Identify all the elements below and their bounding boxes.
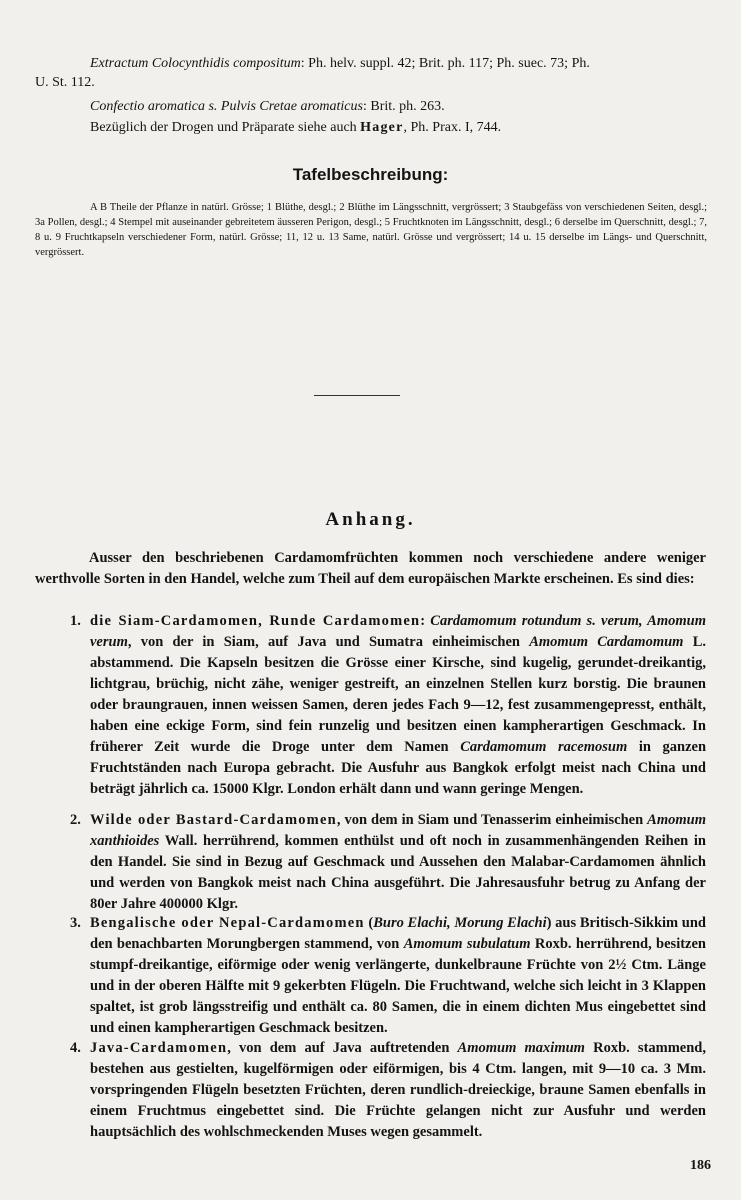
item-number: 1. [70, 613, 81, 629]
pharm-name: Confectio aromatica s. Pulvis Cretae aromaticus [90, 99, 363, 114]
appendix-title: Anhang. [325, 509, 416, 530]
pharm-refs: : Brit. ph. 263. [362, 99, 445, 114]
page-number: 186 [690, 1158, 711, 1173]
item-text: , von dem auf Java auftretenden [227, 1040, 458, 1056]
list-item [70, 810, 706, 915]
item-text: : [420, 613, 431, 629]
item-text: Roxb. stammend, bestehen aus gestielten, kugelförmigen oder eiförmigen, bis 4 Ctm. langen, mit 9—10 ca. 3 Mm. vorspringenden Flügeln besetzten Früchten, deren rundlich-dreieckige, braune Samen ebenfalls in einem Fruchtmus eingebettet sind. Die Früchte gelangen nicht zur Ausfuhr und werden hauptsächlich des wohlschmeckenden Muses wegen gesammelt. [90, 1040, 706, 1140]
item-number: 4. [70, 1040, 81, 1056]
latin-name: Cardamomum racemosum [460, 739, 628, 755]
list-item [70, 611, 706, 800]
item-text: ( [364, 915, 374, 931]
latin-name: Cardamomum rotundum s. verum, Amomum verum [90, 613, 706, 650]
section-divider [314, 395, 400, 396]
latin-name: Amomum subulatum [403, 936, 531, 952]
item-name: Wilde oder Bastard-Cardamomen [90, 812, 337, 828]
item-text: L. abstammend. Die Kapseln besitzen die Grösse einer Kirsche, sind kugelig, gerundet-dreikantig, lichtgrau, brüchig, nicht zähe, weniger gestreift, an einzelnen Stellen kurz borstig. Die braunen oder braungrauen, innen weissen Samen, deren jedes Fach 9—12, fest zusammengepresst, enthält, haben eine eckige Form, sind fein runzelig und besitzen einen kampherartigen Geschmack. In früherer Zeit wurde die Droge unter dem Namen [90, 634, 706, 755]
plate-description-text: A B Theile der Pflanze in natürl. Grösse; 1 Blüthe, desgl.; 2 Blüthe im Längsschnitt, vergrössert; 3 Staubgefäss von verschiedenen Seiten, desgl.; 3a Pollen, desgl.; 4 Stempel mit auseinander gebreitetem äusseren Perigon, desgl.; 5 Fruchtknoten im Längsschnitt, desgl.; 6 derselbe im Querschnitt, desgl.; 7, 8 u. 9 Fruchtkapseln verschiedener Form, natürl. Grösse; 11, 12 u. 13 Same, natürl. Grösse und vergrössert; 14 u. 15 derselbe im Längs- und Querschnitt, vergrössert. [35, 202, 707, 258]
pharm-ref-2 [90, 97, 707, 116]
item-text: Roxb. herrührend, besitzen stumpf-dreikantige, eiförmige oder wenig verlängerte, dunkelbraune Früchte von 2½ Ctm. Länge und in der oberen Hälfte mit 9 gekerbten Flügeln. Die Fruchtwand, welche sich leicht in 3 Klappen spaltet, ist grob längsstreifig und enthält ca. 80 Samen, die in einem dichten Mus eingebettet sind und einen kampherartigen Geschmack besitzen. [90, 936, 706, 1036]
appendix-intro: Ausser den beschriebenen Cardamomfrüchten kommen noch verschiedene andere weniger werthvolle Sorten in den Handel, welche zum Theil auf dem europäischen Markte erscheinen. Es sind dies: [35, 550, 706, 587]
pharm-text: Bezüglich der Drogen und Präparate siehe auch [90, 120, 361, 135]
pharm-refs: : Ph. helv. suppl. 42; Brit. ph. 117; Ph. suec. 73; Ph. [300, 56, 590, 71]
pharm-text: , Ph. Prax. I, 744. [403, 120, 502, 135]
item-name: die Siam-Cardamomen, Runde Cardamomen [90, 613, 421, 629]
item-number: 3. [70, 915, 81, 931]
item-text: Wall. herrührend, kommen enthülst und oft noch in zusammenhängenden Reihen in den Handel. Sie sind in Bezug auf Geschmack und Aussehen den Malabar-Cardamomen ähnlich und werden von Bangkok meist nach China ausgeführt. Die Jahresausfuhr betrug zu Anfang der 80er Jahre 400000 Klgr. [90, 833, 706, 912]
list-item [70, 913, 706, 1039]
latin-name: Amomum maximum [457, 1040, 585, 1056]
latin-name: Amomum xanthioides [90, 812, 706, 849]
author-name: Hager [360, 120, 404, 135]
item-name: Java-Cardamomen [90, 1040, 228, 1056]
item-text: ) aus Britisch-Sikkim und den benachbarten Morungbergen stammend, von [90, 915, 706, 952]
item-text: , von der in Siam, auf Java und Sumatra einheimischen [127, 634, 530, 650]
item-text: in ganzen Fruchtständen nach Europa gebracht. Die Ausfuhr aus Bangkok erfolgt meist nach China und beträgt jährlich ca. 15000 Klgr. London erhält dann und wann geringe Mengen. [90, 739, 707, 797]
pharm-ref-1 [35, 54, 707, 92]
latin-name: Buro Elachi, Morung Elachi [373, 915, 547, 931]
pharm-cont: U. St. 112. [35, 75, 95, 90]
list-item [70, 1038, 706, 1143]
plate-description-title: Tafelbeschreibung: [292, 165, 449, 184]
pharm-ref-3 [90, 118, 707, 137]
item-name: Bengalische oder Nepal-Cardamomen [90, 915, 365, 931]
pharm-name: Extractum Colocynthidis compositum [90, 56, 301, 71]
latin-name: Amomum Cardamomum [529, 634, 684, 650]
item-text: , von dem in Siam und Tenasserim einheimischen [336, 812, 648, 828]
item-number: 2. [70, 812, 81, 828]
